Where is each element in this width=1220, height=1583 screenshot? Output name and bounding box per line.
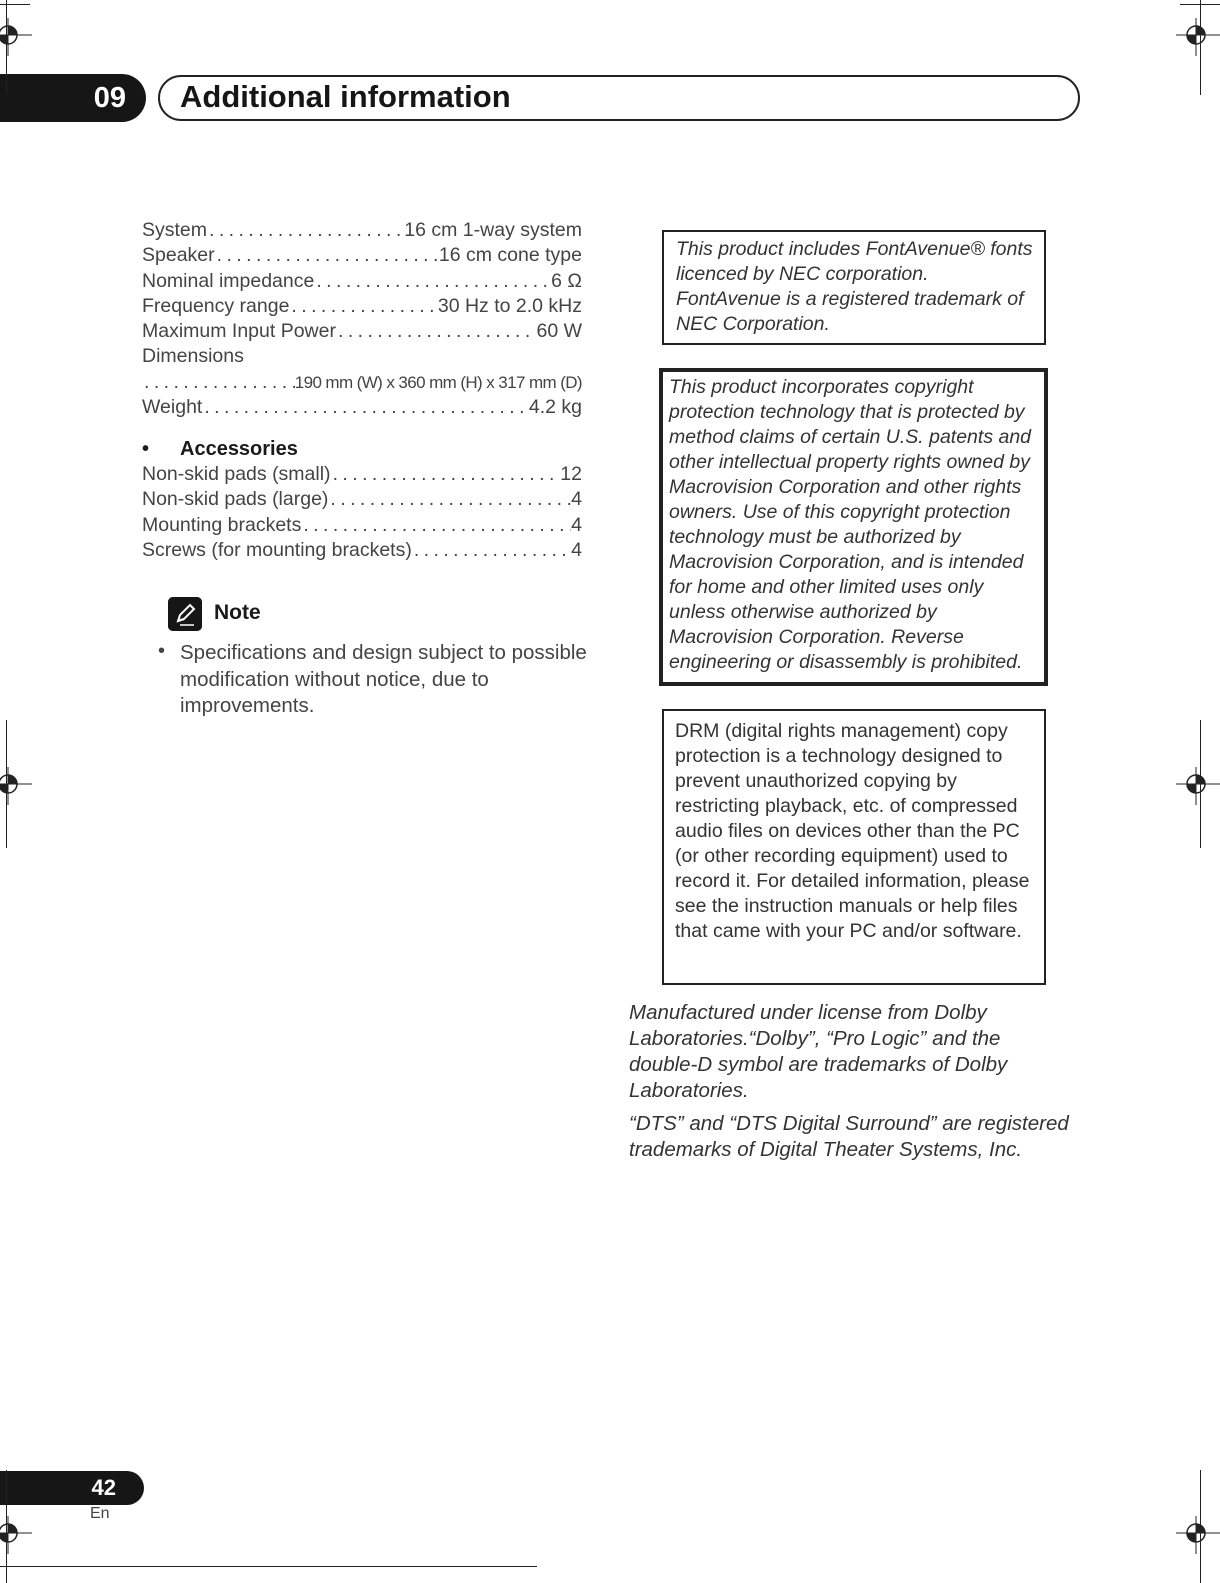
crop-line [0,4,30,5]
accessory-row [142,488,582,513]
accessories-list [142,463,582,564]
chapter-title: Additional information [180,79,511,114]
accessory-row [142,463,582,488]
spec-label: Frequency range [142,294,290,317]
spec-label: Speaker [142,244,215,267]
spec-value: 16 cm 1-way system [404,219,582,241]
spec-value: 190 mm (W) x 360 mm (H) x 317 mm (D) [294,372,582,392]
note-text: Specifications and design subject to possible modification without notice, due to improvements. [180,641,587,717]
spec-value: 16 cm cone type [438,244,582,267]
spec-value: 6 Ω [551,269,582,292]
accessory-row [142,539,582,564]
accessory-label: Non-skid pads (small) [142,463,331,485]
crop-line [1200,720,1201,848]
page-number: 42 [0,1471,144,1505]
chapter-number-tab: 09 [0,74,146,122]
crop-line [1200,1470,1201,1583]
spec-row-dimensions-value [142,371,582,396]
dolby-trademark-text: Manufactured under license from Dolby Laboratories.“Dolby”, “Pro Logic” and the double-D symbol are trademarks of Dolby Laboratories. [629,1001,1008,1102]
spec-row-max-power [142,320,582,345]
pencil-note-icon [168,597,202,631]
crop-line [1200,0,1201,95]
registration-mark-icon [1176,18,1220,58]
spec-label: Weight [142,396,203,419]
bullet: • [142,438,150,460]
accessory-row [142,514,582,539]
accessory-label: Screws (for mounting brackets) [142,538,412,561]
macrovision-notice: This product incorporates copyright protection technology that is protected by method claims of certain U.S. patents and other intellectual property rights owned by Macrovision Corporation and other rights owners. Use of this copyright protection technology must be authorized by Macrovision Corporation, and is intended for home and other limited uses only unless otherwise authorized by Macrovision Corporation. Reverse engineering or disassembly is prohibited. [669,376,1032,673]
spec-value: 4.2 kg [528,396,582,419]
crop-line [6,720,7,848]
registration-mark-icon [1176,1516,1220,1556]
accessory-label: Mounting brackets [142,513,302,536]
spec-row-speaker [142,244,582,269]
accessory-quantity: 4 [571,513,582,536]
fontavenue-notice: This product includes FontAvenue® fonts licenced by NEC corporation. FontAvenue is a registered trademark of NEC Corporation. [676,238,1033,335]
accessory-quantity: 12 [560,463,582,485]
spec-value: 30 Hz to 2.0 kHz [437,294,582,317]
bullet: • [158,640,166,662]
spec-label: Nominal impedance [142,269,315,292]
note-title: Note [214,601,261,624]
accessories-heading [142,438,298,461]
dts-trademark-text: “DTS” and “DTS Digital Surround” are registered trademarks of Digital Theater Systems, Inc. [629,1112,1069,1161]
accessory-label: Non-skid pads (large) [142,488,329,511]
spec-label: System [142,219,208,241]
drm-notice: DRM (digital rights management) copy protection is a technology designed to prevent unauthorized copying by restricting playback, etc. of compressed audio files on devices other than the PC (or other recording equipment) used to record it. For detailed information, please see the instruction manuals or help files that came with your PC and/or software. [675,720,1030,942]
spec-label: Maximum Input Power [142,320,336,343]
crop-line [1180,4,1220,5]
spec-row-impedance [142,270,582,295]
accessory-quantity: 4 [571,538,582,561]
language-code: En [90,1505,110,1522]
spec-row-weight [142,396,582,421]
spec-row-frequency [142,295,582,320]
crop-line [6,0,7,95]
accessory-quantity: 4 [571,488,582,511]
crop-line [0,1566,537,1567]
registration-mark-icon [1176,767,1220,807]
spec-row-system [142,219,582,244]
spec-value: 60 W [536,320,582,343]
spec-label-dimensions: Dimensions [142,345,244,368]
accessories-heading-text: Accessories [180,438,298,460]
specifications-list [142,219,582,421]
